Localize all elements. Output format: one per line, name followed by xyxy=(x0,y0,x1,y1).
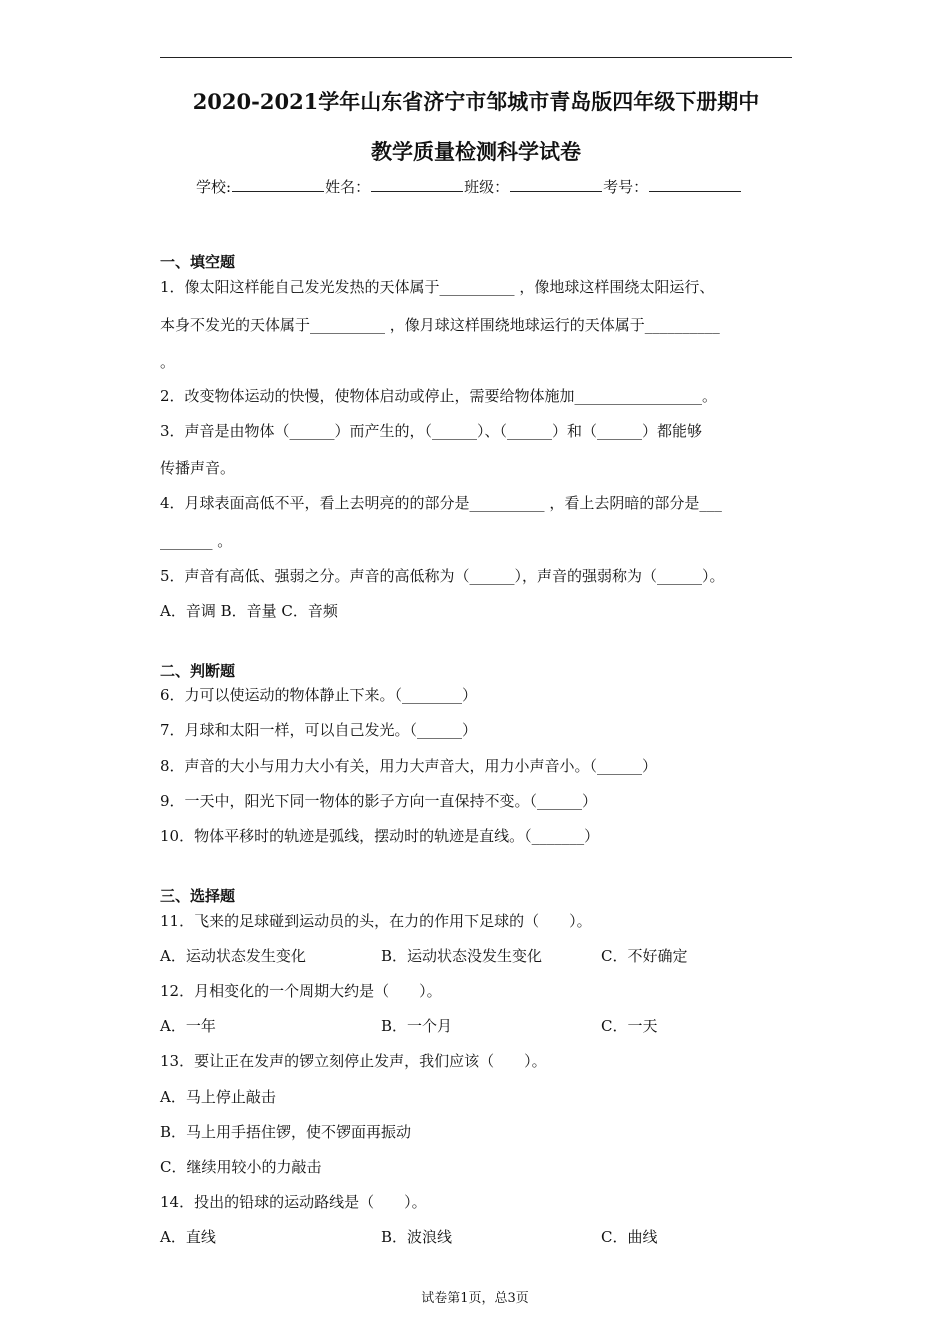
question-5-options: A．音调 B．音量 C．音频 xyxy=(160,602,338,620)
student-info-line xyxy=(196,176,742,197)
question-2: 2．改变物体运动的快慢，使物体启动或停止，需要给物体施加_________________。 xyxy=(160,387,718,405)
section-fill-title: 一、填空题 xyxy=(160,253,236,271)
question-13-option-a: A．马上停止敲击 xyxy=(160,1088,276,1106)
question-4-line2: _______ 。 xyxy=(160,532,233,550)
top-rule xyxy=(160,57,792,58)
question-12-option-b: B．一个月 xyxy=(381,1017,453,1035)
question-11: 11．飞来的足球碰到运动员的头，在力的作用下足球的（ ）。 xyxy=(160,912,592,930)
question-14-option-a: A．直线 xyxy=(160,1228,216,1246)
question-1-line1: 1．像太阳这样能自己发光发热的天体属于__________ ，像地球这样围绕太阳运行、 xyxy=(160,278,715,296)
question-4-line1: 4．月球表面高低不平，看上去明亮的的部分是__________ ，看上去阴暗的部分是___ xyxy=(160,494,722,512)
question-9: 9．一天中，阳光下同一物体的影子方向一直保持不变。（______） xyxy=(160,792,598,810)
question-1-line2: 本身不发光的天体属于__________ ，像月球这样围绕地球运行的天体属于__________ xyxy=(160,316,720,334)
question-13: 13．要让正在发声的锣立刻停止发声，我们应该（ ）。 xyxy=(160,1052,547,1070)
question-12-option-a: A．一年 xyxy=(160,1017,216,1035)
question-5: 5．声音有高低、强弱之分。声音的高低称为（______），声音的强弱称为（______）。 xyxy=(160,567,725,585)
school-blank[interactable] xyxy=(232,177,324,192)
exam-title-line2: 教学质量检测科学试卷 xyxy=(371,139,581,164)
class-label: 班级： xyxy=(464,178,510,196)
section-choice-title: 三、选择题 xyxy=(160,887,236,905)
exam-title-line1: 2020-2021学年山东省济宁市邹城市青岛版四年级下册期中 xyxy=(192,89,760,114)
question-3-line2: 传播声音。 xyxy=(160,459,236,477)
question-8: 8．声音的大小与用力大小有关，用力大声音大，用力小声音小。（______） xyxy=(160,757,658,775)
question-14: 14．投出的铅球的运动路线是（ ）。 xyxy=(160,1193,427,1211)
class-blank[interactable] xyxy=(510,177,602,192)
section-judge-title: 二、判断题 xyxy=(160,662,236,680)
question-14-option-b: B．波浪线 xyxy=(381,1228,453,1246)
question-11-option-b: B．运动状态没发生变化 xyxy=(381,947,543,965)
question-7: 7．月球和太阳一样，可以自己发光。（______） xyxy=(160,721,478,739)
question-12-option-c: C．一天 xyxy=(601,1017,658,1035)
question-14-option-c: C．曲线 xyxy=(601,1228,658,1246)
question-12: 12．月相变化的一个周期大约是（ ）。 xyxy=(160,982,442,1000)
question-3-line1: 3．声音是由物体（______）而产生的，（______）、（______）和（______）都能够 xyxy=(160,422,703,440)
question-13-option-b: B．马上用手捂住锣，使不锣面再振动 xyxy=(160,1123,412,1141)
question-1-line3: 。 xyxy=(160,353,176,371)
question-10: 10．物体平移时的轨迹是弧线，摆动时的轨迹是直线。（_______） xyxy=(160,827,600,845)
question-11-option-c: C．不好确定 xyxy=(601,947,688,965)
page-footer: 试卷第1页，总3页 xyxy=(421,1291,529,1306)
exam-no-blank[interactable] xyxy=(649,177,741,192)
question-6: 6．力可以使运动的物体静止下来。（________） xyxy=(160,686,478,704)
question-11-option-a: A．运动状态发生变化 xyxy=(160,947,306,965)
exam-no-label: 考号： xyxy=(603,178,649,196)
name-label: 姓名： xyxy=(325,178,371,196)
question-13-option-c: C．继续用较小的力敲击 xyxy=(160,1158,322,1176)
school-label: 学校: xyxy=(196,178,232,196)
name-blank[interactable] xyxy=(371,177,463,192)
